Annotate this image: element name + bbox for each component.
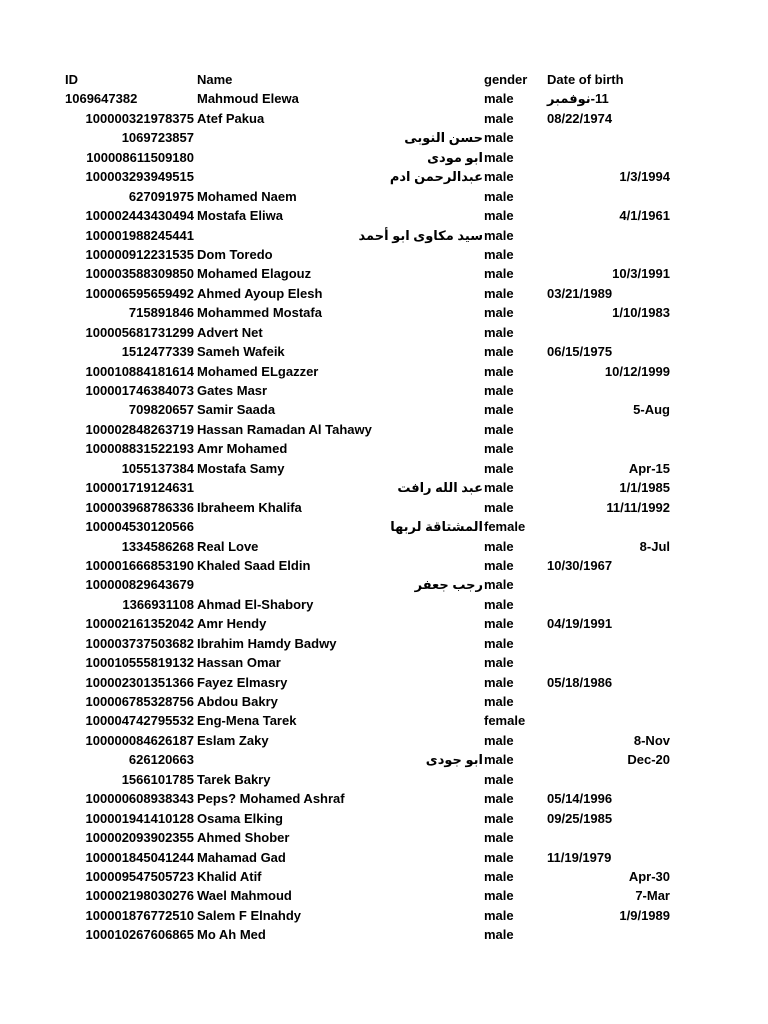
cell-gender: male: [484, 188, 514, 204]
cell-id: 100000321978375: [85, 110, 194, 126]
cell-id: 100006785328756: [85, 694, 194, 709]
cell-gender: male: [484, 888, 514, 904]
cell-name: Mostafa Eliwa: [197, 208, 283, 224]
cell-id: 100001876772510: [85, 907, 194, 923]
table-row: [0, 517, 768, 536]
cell-gender: male: [484, 810, 514, 826]
header-gender: gender: [484, 72, 528, 87]
table-row: [0, 323, 768, 342]
cell-gender: male: [484, 305, 514, 321]
table-row: [0, 420, 768, 439]
cell-gender: male: [484, 732, 514, 748]
table-row: [0, 906, 768, 925]
cell-name: Ahmed Ayoup Elesh: [197, 285, 323, 301]
cell-name: عبدالرحمن ادم: [389, 169, 483, 185]
cell-id: 100004530120566: [85, 519, 194, 535]
cell-gender: male: [484, 616, 514, 632]
table-row: [0, 673, 768, 692]
cell-name: Eng-Mena Tarek: [197, 713, 297, 729]
header-row: [0, 70, 768, 89]
cell-name: Sameh Wafeik: [197, 344, 285, 360]
table-row: [0, 770, 768, 789]
cell-date-of-birth: 1/10/1983: [612, 305, 670, 321]
cell-id: 1069647382: [65, 91, 138, 107]
cell-name: ابو جودى: [425, 752, 483, 768]
cell-id: 100001666853190: [85, 557, 194, 573]
cell-gender: male: [484, 285, 514, 301]
cell-date-of-birth: 1/3/1994: [619, 169, 670, 185]
cell-id: 100005681731299: [85, 324, 194, 340]
cell-name: المشتاقة لربها: [390, 519, 483, 535]
table-row: [0, 828, 768, 847]
cell-gender: male: [484, 752, 514, 768]
table-row: [0, 692, 768, 711]
table-row: [0, 634, 768, 653]
cell-name: Ibrahim Hamdy Badwy: [197, 635, 337, 651]
table-row: [0, 206, 768, 225]
cell-id: 1334586268: [121, 538, 194, 554]
cell-id: 100002093902355: [85, 830, 194, 846]
table-row: [0, 303, 768, 322]
table-body: [0, 89, 768, 944]
table-row: [0, 595, 768, 614]
cell-gender: male: [484, 868, 514, 884]
table-row: [0, 226, 768, 245]
cell-gender: male: [484, 421, 514, 437]
cell-gender: male: [484, 149, 514, 165]
cell-name: Ibraheem Khalifa: [197, 499, 302, 515]
cell-id: 100001746384073: [85, 383, 194, 398]
table-row: [0, 614, 768, 633]
table-row: [0, 750, 768, 769]
cell-gender: male: [484, 674, 514, 690]
cell-name: Mostafa Samy: [197, 460, 285, 476]
cell-gender: male: [484, 363, 514, 379]
table-row: [0, 731, 768, 750]
cell-name: Amr Mohamed: [197, 441, 288, 457]
cell-gender: male: [484, 402, 514, 418]
table-row: [0, 400, 768, 419]
table-row: [0, 128, 768, 147]
cell-date-of-birth: 4/1/1961: [619, 208, 670, 224]
cell-id: 100003588309850: [85, 266, 194, 282]
table-row: [0, 381, 768, 400]
cell-gender: male: [484, 499, 514, 515]
cell-id: 100003737503682: [85, 635, 194, 651]
cell-id: 100003968786336: [85, 499, 194, 515]
cell-date-of-birth: 7-Mar: [635, 888, 670, 904]
cell-date-of-birth: 05/18/1986: [547, 674, 613, 690]
cell-date-of-birth: 8-Jul: [639, 538, 670, 554]
cell-name: Amr Hendy: [197, 616, 267, 632]
table-row: [0, 575, 768, 594]
cell-name: Dom Toredo: [197, 246, 273, 262]
cell-name: Abdou Bakry: [197, 694, 278, 709]
cell-name: سيد مكاوى ابو أحمد: [358, 227, 483, 243]
cell-name: Real Love: [197, 538, 259, 554]
cell-id: 100008831522193: [85, 441, 194, 457]
cell-date-of-birth: Apr-15: [628, 460, 670, 476]
table-row: [0, 187, 768, 206]
cell-id: 100002443430494: [85, 208, 194, 224]
cell-id: 100008611509180: [86, 149, 194, 165]
cell-name: Mohamed Naem: [197, 188, 297, 204]
cell-name: Hassan Omar: [197, 655, 281, 671]
cell-id: 1512477339: [121, 344, 194, 360]
cell-name: Salem F Elnahdy: [197, 907, 302, 923]
table-row: [0, 245, 768, 264]
cell-name: Advert Net: [197, 324, 263, 340]
cell-id: 100000608938343: [85, 791, 194, 807]
cell-id: 100001719124631: [85, 480, 194, 496]
cell-date-of-birth: 10/30/1967: [547, 557, 613, 573]
cell-date-of-birth: 10/12/1999: [604, 363, 670, 379]
cell-name: Ahmad El-Shabory: [197, 596, 314, 612]
cell-gender: male: [484, 383, 514, 398]
cell-date-of-birth: 08/22/1974: [547, 110, 613, 126]
cell-id: 100000912231535: [85, 246, 194, 262]
cell-gender: male: [484, 324, 514, 340]
cell-date-of-birth: 1/1/1985: [619, 480, 670, 496]
table-row: [0, 925, 768, 944]
cell-gender: male: [484, 791, 514, 807]
cell-name: Samir Saada: [197, 402, 276, 418]
cell-id: 627091975: [128, 188, 194, 204]
cell-name: Hassan Ramadan Al Tahawy: [197, 421, 372, 437]
header-date-of-birth: Date of birth: [547, 72, 624, 87]
table-row: [0, 789, 768, 808]
table-row: [0, 167, 768, 186]
cell-id: 100002198030276: [85, 888, 194, 904]
cell-id: 100000084626187: [85, 732, 194, 748]
cell-date-of-birth: 11/19/1979: [547, 849, 612, 865]
cell-id: 1366931108: [122, 596, 194, 612]
cell-id: 100010267606865: [85, 927, 194, 943]
cell-id: 100000829643679: [85, 577, 194, 593]
table-row: [0, 284, 768, 303]
table-row: [0, 439, 768, 458]
cell-id: 100001941410128: [85, 810, 194, 826]
cell-id: 100002301351366: [85, 674, 194, 690]
cell-gender: male: [484, 91, 514, 107]
cell-gender: male: [484, 849, 514, 865]
cell-gender: male: [484, 655, 514, 671]
cell-gender: male: [484, 110, 514, 126]
cell-name: Mahmoud Elewa: [197, 91, 299, 107]
cell-id: 100006595659492: [85, 285, 194, 301]
cell-name: رجب جعفر: [414, 577, 483, 593]
cell-date-of-birth: Apr-30: [628, 868, 670, 884]
cell-gender: male: [484, 130, 514, 146]
cell-gender: male: [484, 227, 514, 243]
cell-id: 100002161352042: [85, 616, 194, 632]
cell-id: 100004742795532: [85, 713, 194, 729]
cell-gender: male: [484, 694, 514, 709]
cell-date-of-birth: 09/25/1985: [547, 810, 613, 826]
cell-date-of-birth: 1/9/1989: [619, 907, 670, 923]
cell-name: Atef Pakua: [197, 110, 265, 126]
cell-gender: male: [484, 557, 514, 573]
cell-name: Khaled Saad Eldin: [197, 557, 311, 573]
cell-gender: female: [484, 519, 526, 535]
cell-id: 100003293949515: [85, 169, 194, 185]
header-name: Name: [197, 72, 233, 87]
table-row: [0, 478, 768, 497]
table-row: [0, 867, 768, 886]
table-row: [0, 809, 768, 828]
table-row: [0, 848, 768, 867]
cell-gender: male: [484, 441, 514, 457]
cell-name: Tarek Bakry: [197, 771, 271, 787]
cell-id: 100009547505723: [85, 868, 194, 884]
cell-name: Gates Masr: [197, 383, 268, 398]
cell-name: Osama Elking: [197, 810, 283, 826]
cell-date-of-birth: 06/15/1975: [547, 344, 613, 360]
cell-gender: male: [484, 460, 514, 476]
table-row: [0, 342, 768, 361]
cell-gender: female: [484, 713, 526, 729]
cell-date-of-birth: 03/21/1989: [547, 285, 613, 301]
cell-name: Mo Ah Med: [197, 927, 266, 943]
cell-id: 100001988245441: [85, 227, 194, 243]
cell-gender: male: [484, 266, 514, 282]
spreadsheet-table: [0, 70, 768, 945]
cell-id: 715891846: [128, 305, 194, 321]
cell-date-of-birth: 04/19/1991: [547, 616, 613, 632]
cell-gender: male: [484, 927, 514, 943]
cell-id: 1069723857: [121, 130, 194, 146]
table-row: [0, 653, 768, 672]
cell-date-of-birth: 11-نوفمبر: [547, 91, 609, 107]
cell-name: Peps? Mohamed Ashraf: [197, 791, 345, 807]
cell-id: 709820657: [128, 402, 194, 418]
table-row: [0, 362, 768, 381]
cell-gender: male: [484, 344, 514, 360]
table-row: [0, 264, 768, 283]
cell-gender: male: [484, 480, 514, 496]
table-row: [0, 886, 768, 905]
cell-gender: male: [484, 169, 514, 185]
table-row: [0, 711, 768, 730]
cell-name: Wael Mahmoud: [197, 888, 292, 904]
table-row: [0, 148, 768, 167]
cell-name: حسن النوبى: [404, 130, 483, 146]
cell-date-of-birth: Dec-20: [627, 752, 670, 768]
cell-date-of-birth: 8-Nov: [633, 732, 670, 748]
cell-id: 100010884181614: [85, 363, 194, 379]
cell-id: 100002848263719: [85, 421, 194, 437]
cell-id: 1055137384: [121, 460, 194, 476]
cell-id: 100010555819132: [85, 655, 194, 671]
table-row: [0, 459, 768, 478]
cell-date-of-birth: 5-Aug: [633, 402, 670, 418]
cell-name: ابو مودى: [427, 149, 483, 165]
cell-gender: male: [484, 830, 514, 846]
cell-gender: male: [484, 635, 514, 651]
cell-id: 1566101785: [121, 771, 194, 787]
cell-gender: male: [484, 538, 514, 554]
cell-gender: male: [484, 907, 514, 923]
table-row: [0, 109, 768, 128]
cell-name: Mohamed Elagouz: [197, 266, 312, 282]
cell-gender: male: [484, 596, 514, 612]
cell-name: Ahmed Shober: [197, 830, 290, 846]
cell-date-of-birth: 10/3/1991: [612, 266, 670, 282]
cell-name: Eslam Zaky: [197, 732, 269, 748]
cell-gender: male: [484, 208, 514, 224]
cell-id: 626120663: [128, 752, 194, 768]
table-row: [0, 498, 768, 517]
cell-name: Mahamad Gad: [197, 849, 286, 865]
cell-gender: male: [484, 577, 514, 593]
table-row: [0, 556, 768, 575]
cell-date-of-birth: 11/11/1992: [606, 499, 670, 515]
cell-name: عبد الله رافت: [397, 480, 483, 496]
cell-gender: male: [484, 246, 514, 262]
table-row: [0, 537, 768, 556]
table-row: [0, 89, 768, 108]
cell-name: Fayez Elmasry: [197, 674, 288, 690]
cell-name: Khalid Atif: [197, 868, 262, 884]
cell-id: 100001845041244: [85, 849, 194, 865]
cell-gender: male: [484, 771, 514, 787]
cell-date-of-birth: 05/14/1996: [547, 791, 613, 807]
header-id: ID: [65, 72, 78, 87]
cell-name: Mohamed ELgazzer: [197, 363, 319, 379]
cell-name: Mohammed Mostafa: [197, 305, 322, 321]
